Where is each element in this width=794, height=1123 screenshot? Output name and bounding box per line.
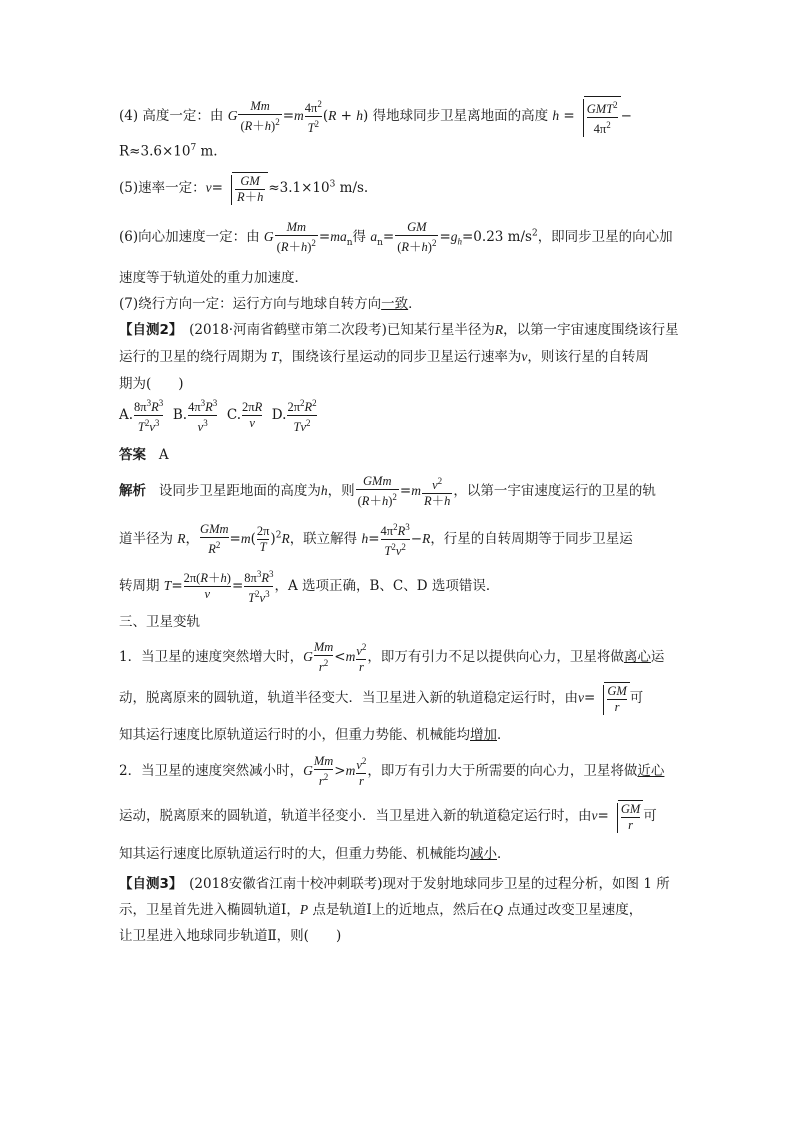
explanation-line-3: 转周期 T= $\frac{2\pi(R+h)}{v}$ = $\frac{8\pi^3R^3}{T^2v^3}$ ，A 选项正确，B、C、D 选项错误． bbox=[119, 569, 500, 606]
item-4-height: (4) 高度一定：由 G $\frac{Mm}{(R+h)^2}$ =m $\frac{4\pi^2}{T^2}$ (R + h) 得地球同步卫星离地面的高度 h = $\frac{GMT^2}{4\pi^2}$ − bbox=[119, 96, 632, 137]
question-2-line-2: 运行的卫星的绕行周期为 T，围绕该行星运动的同步卫星运行速率为v，则该行星的自转周 bbox=[119, 349, 649, 365]
explanation-line-1: 解析 设同步卫星距地面的高度为h，则 $\frac{\text{GMm}}{(R+h)^2}$ =m $\frac{v^2}{R+h}$ ，以第一宇宙速度运行的卫星的轨 bbox=[119, 474, 656, 509]
question-3-line-2: 示，卫星首先进入椭圆轨道Ⅰ，P 点是轨道Ⅰ上的近地点，然后在Q 点通过改变卫星速度， bbox=[119, 902, 643, 918]
question-2-line-3: 期为( ) bbox=[119, 376, 184, 392]
explanation-line-2: 道半径为 R， $\frac{\text{GMm}}{R^2}$ =m( $\frac{2\pi}{T}$ )$^2$R，联立解得 h= $\frac{4\pi^2R^3}{T^2v^2}$ −R，行星的自转周期等于同步卫星运 bbox=[119, 522, 633, 559]
option-a[interactable]: A. $\frac{8\pi^3R^3}{T^2v^3}$ bbox=[119, 398, 164, 435]
para-2-line-1: 2．当卫星的速度突然减小时，G $\frac{Mm}{r^2}$ >m $\frac{v^2}{r}$ ，即万有引力大于所需要的向心力，卫星将做近心 bbox=[119, 754, 665, 789]
para-2-line-2: 运动，脱离原来的圆轨道，轨道半径变小．当卫星进入新的轨道稳定运行时，由v= $\frac{GM}{r}$ 可 bbox=[119, 802, 657, 832]
para-1-line-1: 1．当卫星的速度突然增大时，G $\frac{Mm}{r^2}$ <m $\frac{v^2}{r}$ ，即万有引力不足以提供向心力，卫星将做离心运 bbox=[119, 640, 665, 675]
para-1-line-3: 知其运行速度比原轨道运行时的小，但重力势能、机械能均增加． bbox=[119, 727, 511, 743]
para-2-line-3: 知其运行速度比原轨道运行时的大，但重力势能、机械能均减小． bbox=[119, 846, 511, 862]
item-6-acceleration: (6)向心加速度一定：由 G $\frac{Mm}{(R+h)^2}$ $=ma_n$得 $a_n=$ $\frac{GM}{(R+h)^2}$ $=g_h=0.23$ $m/s^2$，即同步卫星的向心加 bbox=[119, 220, 673, 255]
sqrt-formula: $\frac{GMT^2}{4\pi^2}$ bbox=[575, 96, 621, 137]
options-row bbox=[119, 396, 318, 435]
item-6-cont: 速度等于轨道处的重力加速度． bbox=[119, 270, 308, 286]
item-5-speed: (5)速率一定：v= $\frac{GM}{R+h}$ $\approx 3.1\times 10^3$ m/s. bbox=[119, 174, 369, 204]
question-2-line-1: 【自测2】 (2018·河南省鹤壁市第二次段考)已知某行星半径为R，以第一宇宙速度围绕该行星 bbox=[119, 322, 679, 338]
option-d[interactable]: D. $\frac{2\pi^2R^2}{Tv^2}$ bbox=[271, 398, 317, 435]
formula-fraction: $\frac{Mm}{(R+h)^2}$ bbox=[240, 99, 280, 134]
option-c[interactable]: C. $\frac{2\pi R}{v}$ bbox=[226, 400, 263, 431]
question-3-line-3: 让卫星进入地球同步轨道Ⅱ，则( ) bbox=[119, 928, 342, 944]
section-heading-3: 三、卫星变轨 bbox=[119, 614, 200, 630]
answer-row: 答案 A bbox=[119, 447, 169, 463]
question-3-line-1: 【自测3】 (2018安徽省江南十校冲刺联考)现对于发射地球同步卫星的过程分析，如图 1 所 bbox=[119, 876, 670, 892]
item-4-result: $R\approx 3.6\times 10^7$ m. bbox=[119, 143, 218, 160]
item-7-direction: (7)绕行方向一定：运行方向与地球自转方向一致． bbox=[119, 296, 422, 312]
option-b[interactable]: B. $\frac{4\pi^3R^3}{v^3}$ bbox=[172, 398, 218, 435]
para-1-line-2: 动，脱离原来的圆轨道，轨道半径变大．当卫星进入新的轨道稳定运行时，由v= $\frac{GM}{r}$ 可 bbox=[119, 684, 644, 714]
